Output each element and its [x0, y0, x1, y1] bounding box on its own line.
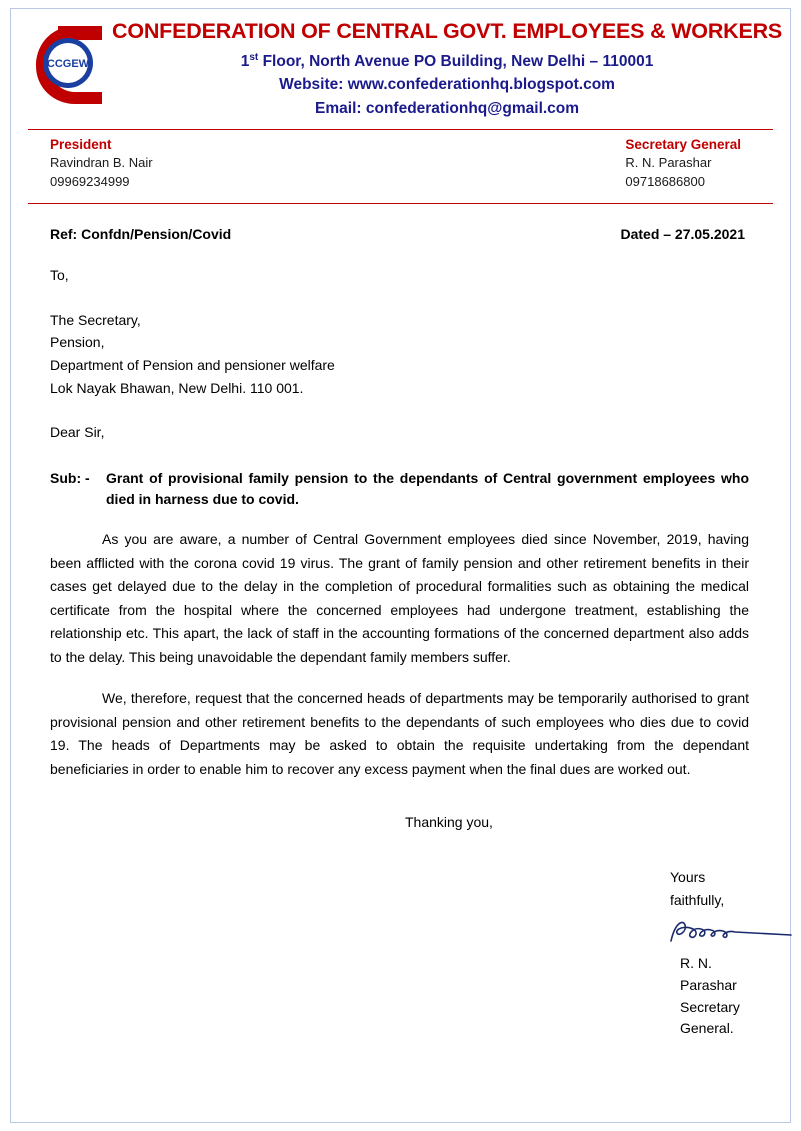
officers-bar	[28, 130, 773, 197]
subject-text: Grant of provisional family pension to the dependants of Central government employees who died in harness due to covid.	[106, 470, 749, 508]
reference-line	[28, 226, 773, 242]
letter-body	[28, 264, 773, 1040]
signatory-title: Secretary General.	[680, 998, 740, 1037]
president-role: President	[50, 136, 112, 152]
recipient-address	[50, 309, 749, 400]
secretary-general-block	[625, 135, 769, 192]
salutation: Dear Sir,	[50, 424, 105, 441]
header-divider-bottom	[28, 203, 773, 204]
address-rest: Floor, North Avenue PO Building, New Delhi – 110001	[258, 53, 654, 71]
secretary-general-name: R. N. Parashar	[625, 155, 712, 171]
yours-faithfully-line: Yours faithfully,	[670, 868, 725, 908]
president-name: Ravindran B. Nair	[50, 155, 153, 171]
to-label: To,	[50, 267, 69, 284]
organization-name: CONFEDERATION OF CENTRAL GOVT. EMPLOYEES & WORKERS	[112, 19, 783, 43]
secretary-general-role: Secretary General	[625, 136, 741, 152]
organization-logo-icon	[28, 20, 112, 104]
body-paragraph-2	[50, 687, 749, 781]
recipient-line-4: Lok Nayak Bhawan, New Delhi. 110 001.	[50, 379, 304, 396]
address-prefix: 1	[240, 53, 250, 71]
body-paragraph-2-text: We, therefore, request that the concerned heads of departments may be temporarily authorised to grant provisional pension and other retirement benefits to the dependants of such employees who dies due to covid 19. The heads of Departments may be asked to obtain the requisite undertaking from the dependant beneficiaries in order to enable him to recover any excess payment when the final dues are worked out.	[50, 690, 749, 777]
signatory-block	[50, 953, 749, 1040]
president-block	[50, 135, 153, 192]
president-phone: 09969234999	[50, 174, 130, 190]
reference-number: Ref: Confdn/Pension/Covid	[50, 226, 232, 243]
letter-date: Dated – 27.05.2021	[620, 226, 745, 243]
recipient-line-1: The Secretary,	[50, 311, 141, 328]
organization-email: Email: confederationhq@gmail.com	[315, 99, 580, 117]
signatory-name: R. N. Parashar	[680, 955, 737, 993]
svg-text:CCGEW: CCGEW	[46, 58, 90, 70]
recipient-line-2: Pension,	[50, 334, 105, 351]
body-paragraph-1	[50, 528, 749, 669]
thanking-line: Thanking you,	[405, 814, 493, 831]
signature-icon	[50, 913, 749, 953]
organization-website: Website: www.confederationhq.blogspot.com	[279, 76, 615, 94]
recipient-line-3: Department of Pension and pensioner welfare	[50, 357, 335, 374]
body-paragraph-1-text: As you are aware, a number of Central Government employees died since November, 2019, having been afflicted with the corona covid 19 virus. The grant of family pension and other retirement benefits in their cases get delayed due to the delay in the completion of procedural formalities such as obtaining the medical certificate from the hospital where the concerned employees had undergone treatment, establishing the relationship etc. This apart, the lack of staff in the accounting formations of the concerned department also adds to the delay. This being unavoidable the dependant family members suffer.	[50, 531, 749, 665]
subject-label: Sub: -	[50, 470, 90, 487]
organization-address	[112, 50, 782, 73]
secretary-general-phone: 09718686800	[625, 174, 705, 190]
address-ordinal-suffix: st	[249, 51, 259, 63]
letterhead	[28, 18, 783, 120]
document-content	[28, 18, 783, 1040]
subject-line	[50, 468, 749, 510]
